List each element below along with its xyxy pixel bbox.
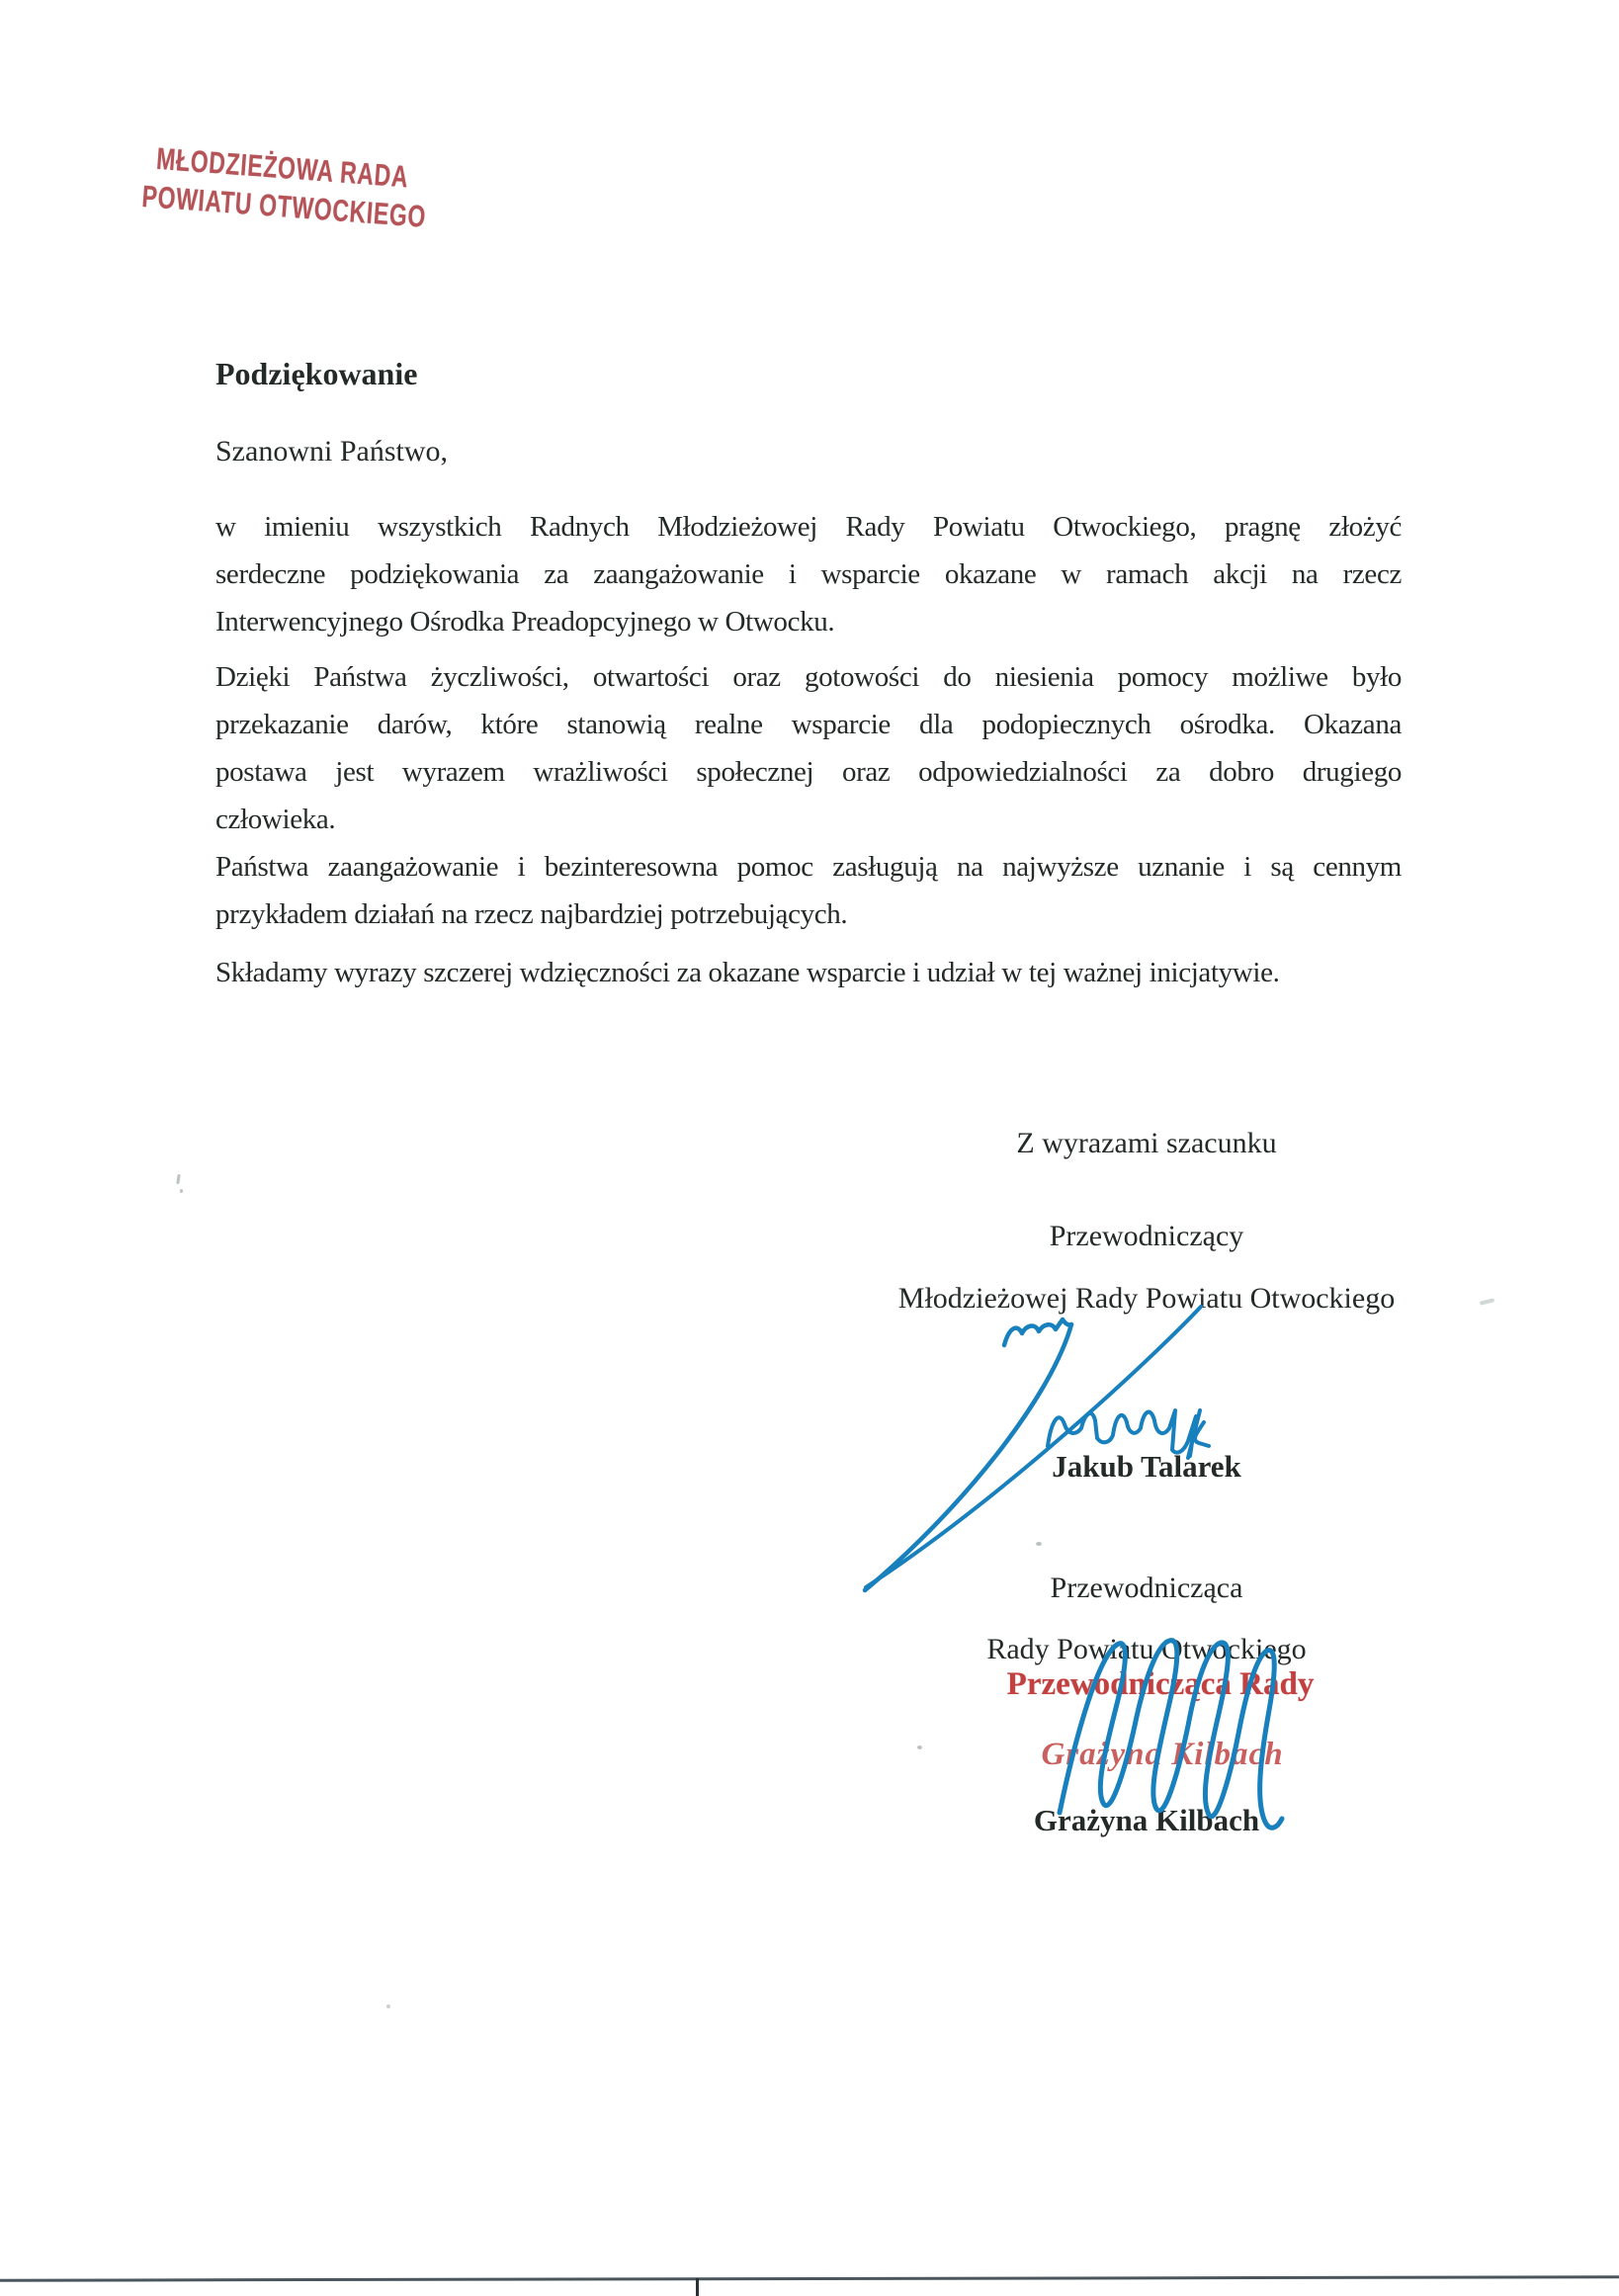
paragraph-4	[215, 949, 1402, 996]
paragraph-line: serdeczne podziękowania za zaangażowanie i wsparcie okazane w ramach akcji na rzecz	[215, 558, 1402, 590]
scan-artifact	[386, 2004, 390, 2008]
chairwoman-stamp-role: Przewodnicząca Rady	[1006, 1666, 1315, 1702]
paragraph-2	[215, 653, 1402, 843]
scan-artifact	[1480, 1298, 1495, 1306]
organization-stamp-line2: POWIATU OTWOCKIEGO	[140, 178, 428, 234]
page-bottom-tick	[696, 2278, 699, 2296]
signer2-role: Przewodnicząca	[1050, 1572, 1243, 1604]
organization-stamp-line1: MŁODZIEŻOWA RADA	[155, 140, 410, 195]
scan-artifact	[917, 1745, 922, 1749]
page-bottom-rule	[0, 2275, 1619, 2281]
paragraph-3	[215, 843, 1402, 938]
scan-artifact	[1036, 1542, 1042, 1546]
organization-stamp	[140, 138, 430, 236]
paragraph-line: Interwencyjnego Ośrodka Preadopcyjnego w Otwocku.	[215, 606, 835, 638]
paragraph-line: przykładem działań na rzecz najbardziej potrzebujących.	[215, 898, 848, 930]
paragraph-line: Składamy wyrazy szczerej wdzięczności za okazane wsparcie i udział w tej ważnej inicjatywie.	[215, 957, 1280, 988]
paragraph-line: Państwa zaangażowanie i bezinteresowna pomoc zasługują na najwyższe uznanie i są cennym	[215, 851, 1402, 883]
paragraph-line: Dzięki Państwa życzliwości, otwartości oraz gotowości do niesienia pomocy możliwe było	[215, 661, 1402, 693]
paragraph-line: przekazanie darów, które stanowią realne wsparcie dla podopiecznych ośrodka. Okazana	[215, 709, 1402, 740]
signer2-name: Grażyna Kilbach	[1033, 1803, 1260, 1837]
paragraph-1	[215, 503, 1402, 645]
paragraph-line: postawa jest wyrazem wrażliwości społecznej oraz odpowiedzialności za dobro drugiego	[215, 756, 1402, 788]
signer1-role: Przewodniczący	[1049, 1220, 1244, 1252]
signer1-name: Jakub Talarek	[1052, 1449, 1241, 1484]
salutation: Szanowni Państwo,	[215, 435, 448, 468]
paragraph-line: w imieniu wszystkich Radnych Młodzieżowej Rady Powiatu Otwockiego, pragnę złożyć	[215, 511, 1402, 543]
closing-regards: Z wyrazami szacunku	[1016, 1127, 1277, 1159]
letter-title: Podziękowanie	[215, 356, 418, 391]
signer2-organization: Rady Powiatu Otwockiego	[986, 1633, 1307, 1665]
signer1-organization: Młodzieżowej Rady Powiatu Otwockiego	[897, 1282, 1396, 1315]
paragraph-line: człowieka.	[215, 804, 336, 835]
scan-artifact	[180, 1189, 183, 1193]
chairwoman-stamp-signature: Grażyna Kilbach	[1041, 1737, 1284, 1772]
scan-artifact	[176, 1174, 180, 1184]
